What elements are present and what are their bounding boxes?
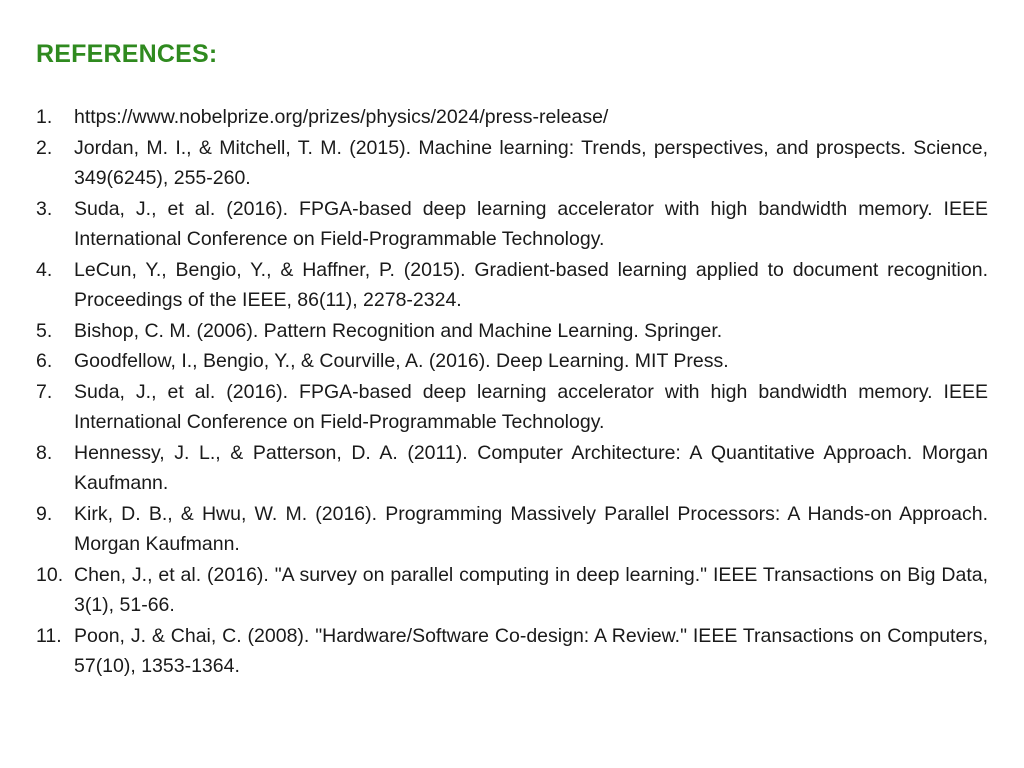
reference-item <box>36 133 988 194</box>
reference-item <box>36 194 988 255</box>
reference-item <box>36 255 988 316</box>
reference-item <box>36 102 988 133</box>
reference-number: 10. <box>36 563 64 586</box>
reference-text: Poon, J. & Chai, C. (2008). "Hardware/Software Co-design: A Review." IEEE Transactions on Computers, 57(10), 1353-1364. <box>74 624 988 677</box>
reference-text: LeCun, Y., Bengio, Y., & Haffner, P. (2015). Gradient-based learning applied to document recognition. Proceedings of the IEEE, 86(11), 2278-2324. <box>74 258 988 311</box>
reference-number: 8. <box>36 441 53 464</box>
reference-item <box>36 621 988 682</box>
reference-item <box>36 499 988 560</box>
reference-text: Chen, J., et al. (2016). "A survey on parallel computing in deep learning." IEEE Transactions on Big Data, 3(1), 51-66. <box>74 563 988 616</box>
reference-item <box>36 377 988 438</box>
reference-text: Kirk, D. B., & Hwu, W. M. (2016). Programming Massively Parallel Processors: A Hands-on Approach. Morgan Kaufmann. <box>74 502 988 555</box>
reference-item <box>36 346 988 377</box>
page-title: REFERENCES: <box>36 40 218 68</box>
reference-item <box>36 438 988 499</box>
reference-text: Goodfellow, I., Bengio, Y., & Courville, A. (2016). Deep Learning. MIT Press. <box>74 350 729 372</box>
reference-text: Jordan, M. I., & Mitchell, T. M. (2015). Machine learning: Trends, perspectives, and prospects. Science, 349(6245), 255-260. <box>74 136 988 189</box>
reference-text: Hennessy, J. L., & Patterson, D. A. (2011). Computer Architecture: A Quantitative Approach. Morgan Kaufmann. <box>74 441 988 494</box>
reference-number: 6. <box>36 350 53 372</box>
reference-link[interactable]: https://www.nobelprize.org/prizes/physics/2024/press-release/ <box>74 106 609 128</box>
reference-list <box>36 102 988 682</box>
reference-number: 2. <box>36 136 53 159</box>
reference-item <box>36 316 988 347</box>
reference-text: Suda, J., et al. (2016). FPGA-based deep learning accelerator with high bandwidth memory. IEEE International Conference on Field-Programmable Technology. <box>74 197 988 250</box>
reference-text: Bishop, C. M. (2006). Pattern Recognition and Machine Learning. Springer. <box>74 319 723 342</box>
reference-number: 7. <box>36 380 53 403</box>
reference-number: 5. <box>36 319 53 342</box>
reference-number: 9. <box>36 502 53 525</box>
reference-number: 11. <box>36 624 62 647</box>
reference-item <box>36 560 988 621</box>
reference-number: 3. <box>36 197 53 220</box>
reference-text: Suda, J., et al. (2016). FPGA-based deep learning accelerator with high bandwidth memory. IEEE International Conference on Field-Programmable Technology. <box>74 380 988 433</box>
reference-number: 1. <box>36 106 53 128</box>
reference-number: 4. <box>36 258 53 281</box>
